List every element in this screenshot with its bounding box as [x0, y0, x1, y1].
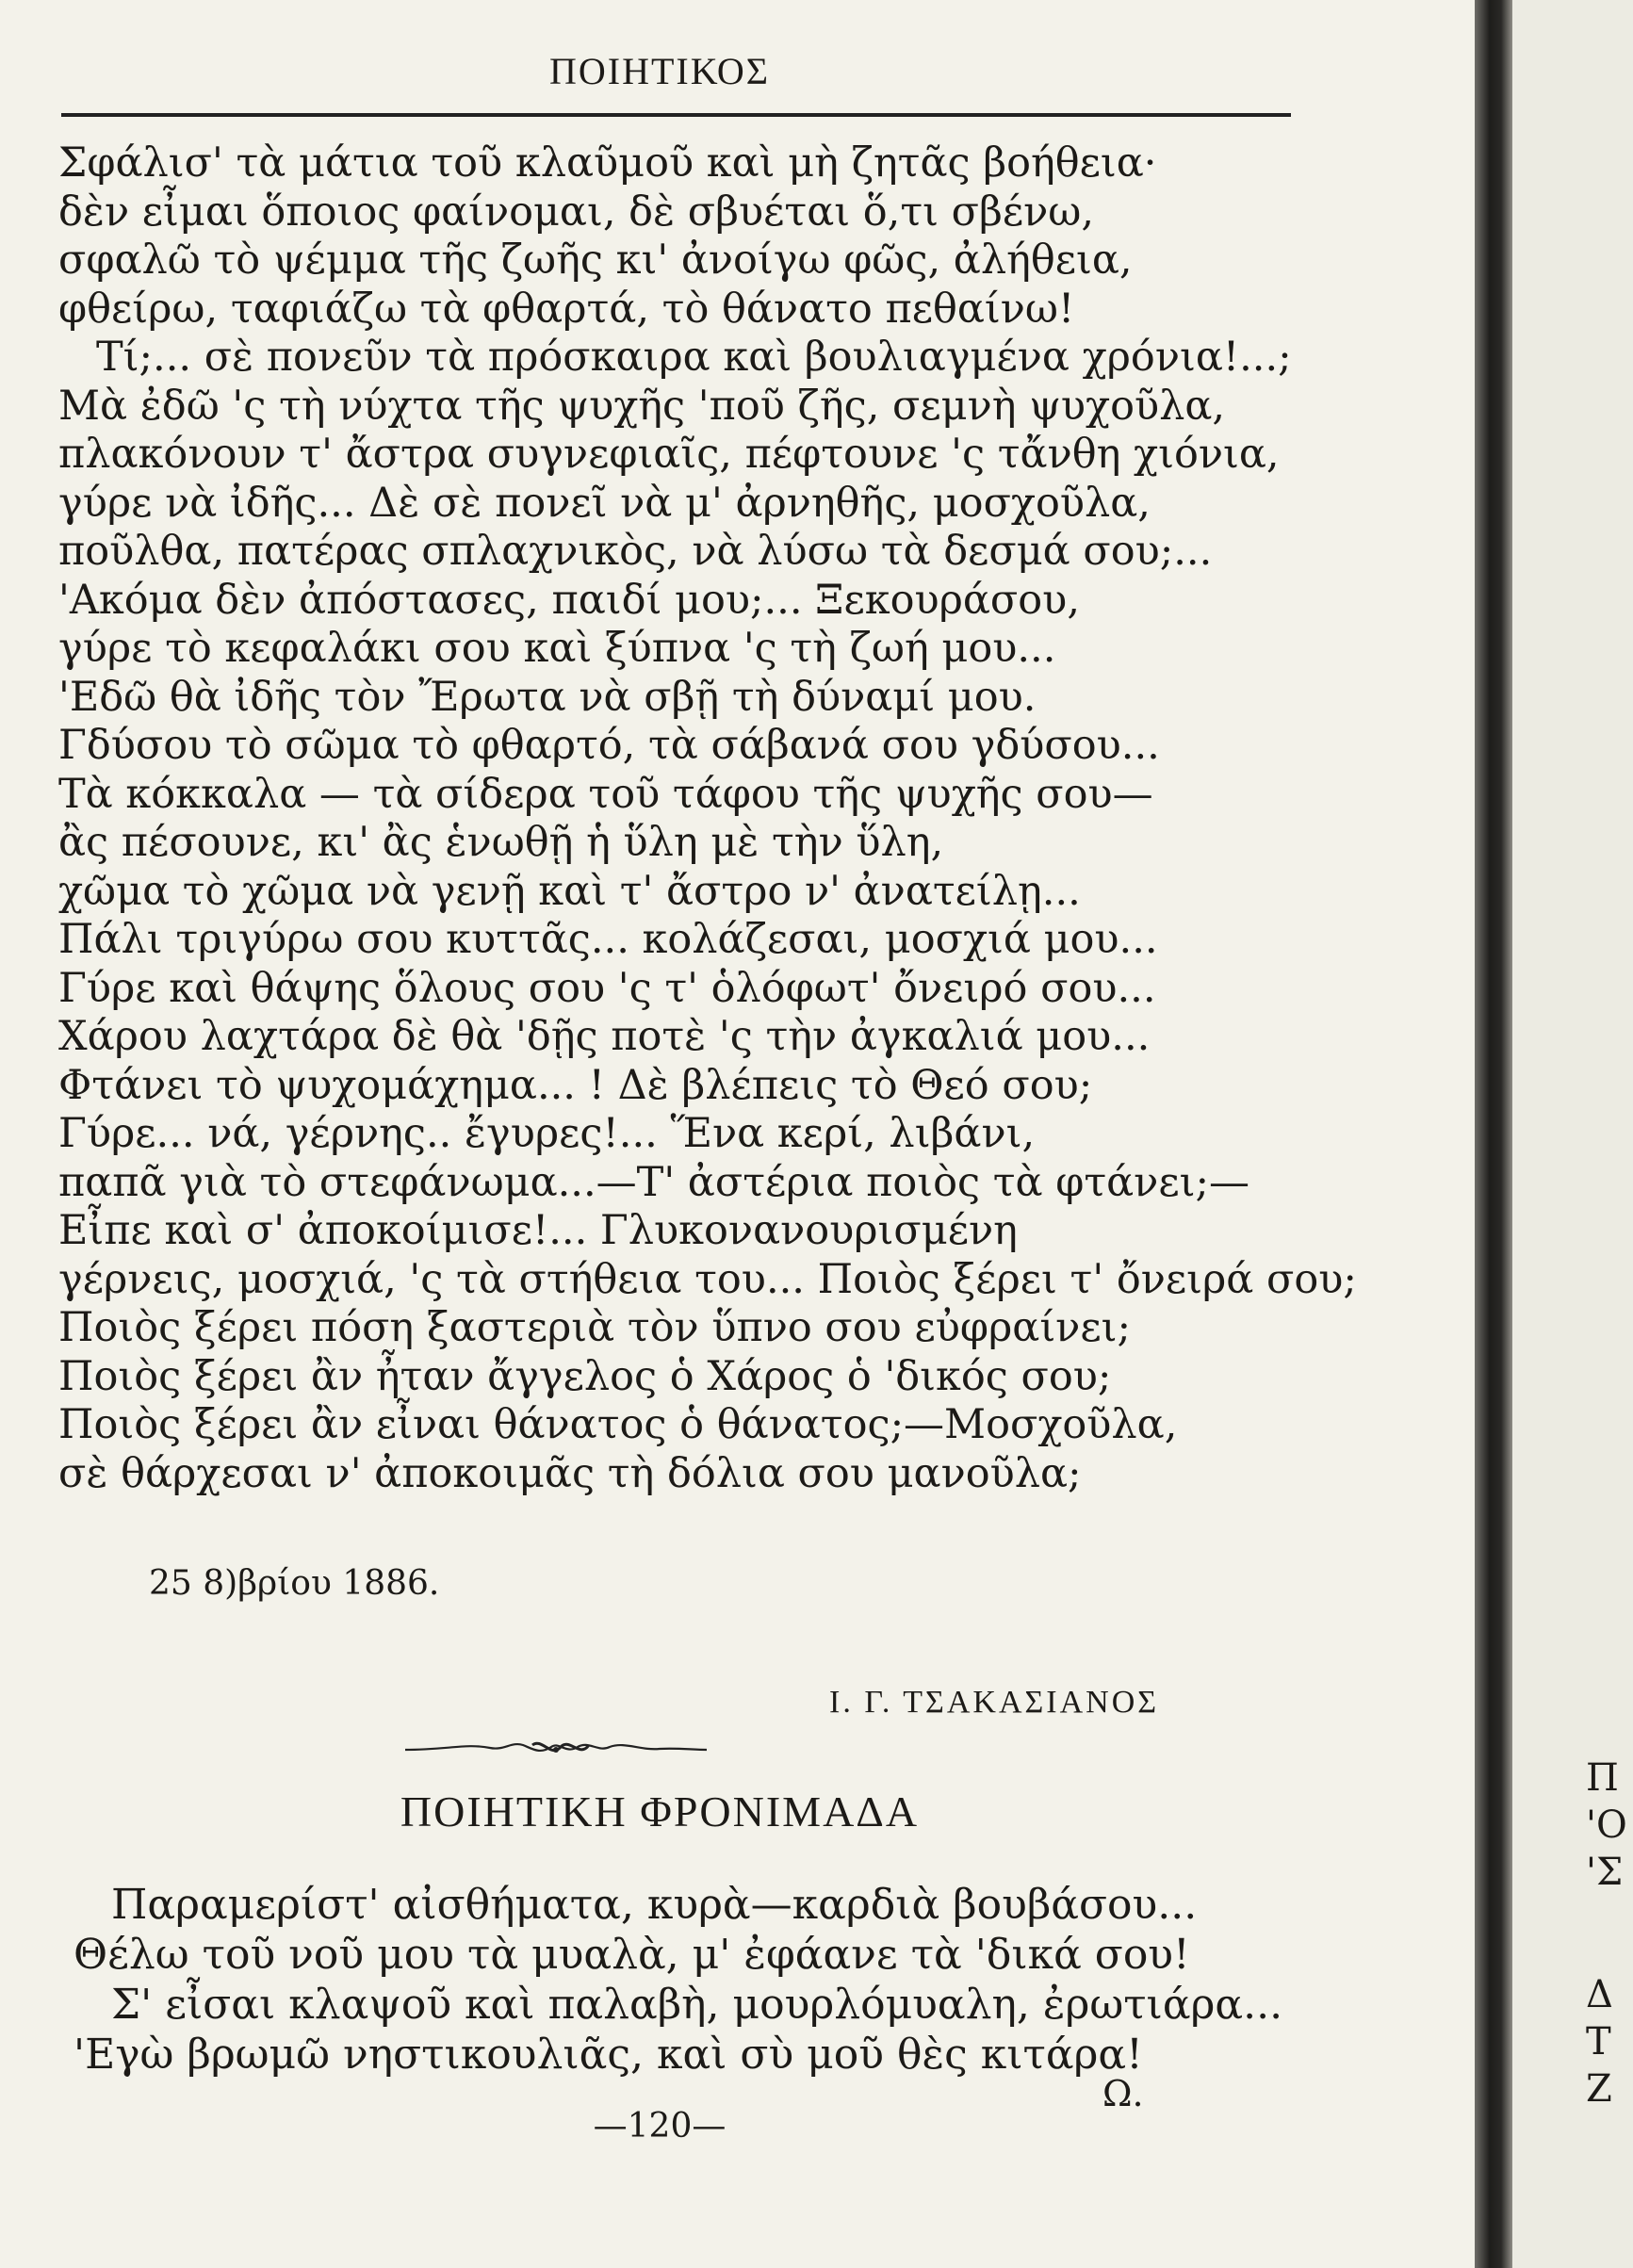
poem-line: Γύρε καὶ θάψης ὅλους σου 'ς τ' ὁλόφωτ' ὄνειρό σου...: [58, 964, 1156, 1012]
poem-line: Ποιὸς ξέρει ἂν ἦταν ἄγγελος ὁ Χάρος ὁ 'δικός σου;: [58, 1352, 1112, 1400]
running-header: ΠΟΙΗΤΙΚΟΣ: [548, 50, 771, 92]
poem-line: Τί;... σὲ πονεῦν τὰ πρόσκαιρα καὶ βουλιαγμένα χρόνια!...;: [96, 334, 1292, 381]
poem-line: φθείρω, ταφιάζω τὰ φθαρτά, τὸ θάνατο πεθαίνω!: [58, 285, 1075, 333]
poem-title: ΠΟΙΗΤΙΚΗ ΦΡΟΝΙΜΑΔΑ: [400, 1787, 920, 1836]
facing-page-fragment: Τ: [1586, 2020, 1611, 2064]
facing-page-fragment: 'Σ: [1586, 1851, 1624, 1894]
facing-page-edge: [1512, 0, 1633, 2268]
poem-line: Θέλω τοῦ νοῦ μου τὰ μυαλὰ, μ' ἐφάανε τὰ 'δικά σου!: [73, 1931, 1190, 1979]
poem-line: γύρε τὸ κεφαλάκι σου καὶ ξύπνα 'ς τὴ ζωή μου...: [58, 625, 1056, 672]
poem-line: ἂς πέσουνε, κι' ἂς ἑνωθῇ ἡ ὕλη μὲ τὴν ὕλη,: [58, 819, 944, 866]
poem-line: 'Ακόμα δὲν ἀπόστασες, παιδί μου;... Ξεκουράσου,: [58, 576, 1080, 624]
poem-line: Φτάνει τὸ ψυχομάχημα... ! Δὲ βλέπεις τὸ Θεό σου;: [58, 1061, 1093, 1109]
poem-line: Σφάλισ' τὰ μάτια τοῦ κλαῦμοῦ καὶ μὴ ζητᾶς βοήθεια·: [58, 139, 1157, 187]
facing-page-fragment: Δ: [1586, 1973, 1613, 2016]
page-number: —120—: [593, 2107, 727, 2146]
poem-body: [58, 139, 1357, 1498]
poem-line: παπᾶ γιὰ τὸ στεφάνωμα...—Τ' ἀστέρια ποιὸς τὰ φτάνει;—: [58, 1158, 1249, 1206]
poem-line: Σ' εἶσαι κλαψοῦ καὶ παλαβὴ, μουρλόμυαλη, ἐρωτιάρα...: [111, 1981, 1283, 2029]
poem-line: 'Εδῶ θὰ ἰδῆς τὸν Ἔρωτα νὰ σβῇ τὴ δύναμί μου.: [58, 673, 1037, 721]
poem-line: 'Εγὼ βρωμῶ νηστικουλιᾶς, καὶ σὺ μοῦ θὲς κιτάρα!: [73, 2031, 1143, 2079]
author-signature: Ι. Γ. ΤΣΑΚΑΣΙΑΝΟΣ: [829, 1685, 1160, 1720]
poem-line: χῶμα τὸ χῶμα νὰ γενῇ καὶ τ' ἄστρο ν' ἀνατείλῃ...: [58, 867, 1081, 915]
poem-line: Χάρου λαχτάρα δὲ θὰ 'δῇς ποτὲ 'ς τὴν ἀγκαλιά μου...: [58, 1013, 1151, 1060]
header-rule: [61, 113, 1291, 117]
poem-line: ποῦλθα, πατέρας σπλαχνικὸς, νὰ λύσω τὰ δεσμά σου;...: [58, 528, 1213, 575]
poem-line: Παραμερίστ' αἰσθήματα, κυρὰ—καρδιὰ βουβάσου...: [111, 1881, 1198, 1929]
poem-line: Γδύσου τὸ σῶμα τὸ φθαρτό, τὰ σάβανά σου γδύσου...: [58, 722, 1160, 769]
poem-line: σὲ θάρχεσαι ν' ἀποκοιμᾶς τὴ δόλια σου μανοῦλα;: [58, 1449, 1082, 1497]
poem-line: γύρε νὰ ἰδῆς... Δὲ σὲ πονεῖ νὰ μ' ἀρνηθῆς, μοσχοῦλα,: [58, 479, 1151, 527]
second-poem-body: [73, 1880, 1336, 2080]
book-gutter: [1475, 0, 1512, 2268]
poem-line: γέρνεις, μοσχιά, 'ς τὰ στήθεια του... Ποιὸς ξέρει τ' ὄνειρά σου;: [58, 1255, 1357, 1303]
poem-line: πλακόνουν τ' ἄστρα συγνεφιαῖς, πέφτουνε 'ς τἄνθη χιόνια,: [58, 431, 1280, 478]
poem-line: Ποιὸς ξέρει ἂν εἶναι θάνατος ὁ θάνατος;—Μοσχοῦλα,: [58, 1401, 1178, 1448]
poem-line: δὲν εἶμαι ὅποιος φαίνομαι, δὲ σβυέται ὅ,τι σβένω,: [58, 188, 1095, 236]
poem-line: Γύρε... νά, γέρνης.. ἔγυρες!... Ἕνα κερί, λιβάνι,: [58, 1110, 1036, 1157]
poem-line: Πάλι τριγύρω σου κυττᾶς... κολάζεσαι, μοσχιά μου...: [58, 916, 1158, 963]
poem-line: Εἶπε καὶ σ' ἀποκοίμισε!... Γλυκονανουρισμένη: [58, 1207, 1018, 1254]
facing-page-fragment: Π: [1586, 1756, 1619, 1800]
facing-page-fragment: 'Ο: [1586, 1803, 1627, 1847]
poem-line: Μὰ ἐδῶ 'ς τὴ νύχτα τῆς ψυχῆς 'ποῦ ζῆς, σεμνὴ ψυχοῦλα,: [58, 382, 1226, 430]
poem-line: Τὰ κόκκαλα — τὰ σίδερα τοῦ τάφου τῆς ψυχῆς σου—: [58, 770, 1153, 818]
poem-date: 25 8)βρίου 1886.: [149, 1564, 440, 1603]
author-initial: Ω.: [1102, 2073, 1144, 2114]
poem-line: σφαλῶ τὸ ψέμμα τῆς ζωῆς κι' ἀνοίγω φῶς, ἀλήθεια,: [58, 237, 1133, 284]
facing-page-fragment: Ζ: [1586, 2067, 1612, 2111]
poem-line: Ποιὸς ξέρει πόση ξαστεριὰ τὸν ὕπνο σου εὐφραίνει;: [58, 1304, 1131, 1351]
ornament-divider: [400, 1736, 711, 1764]
